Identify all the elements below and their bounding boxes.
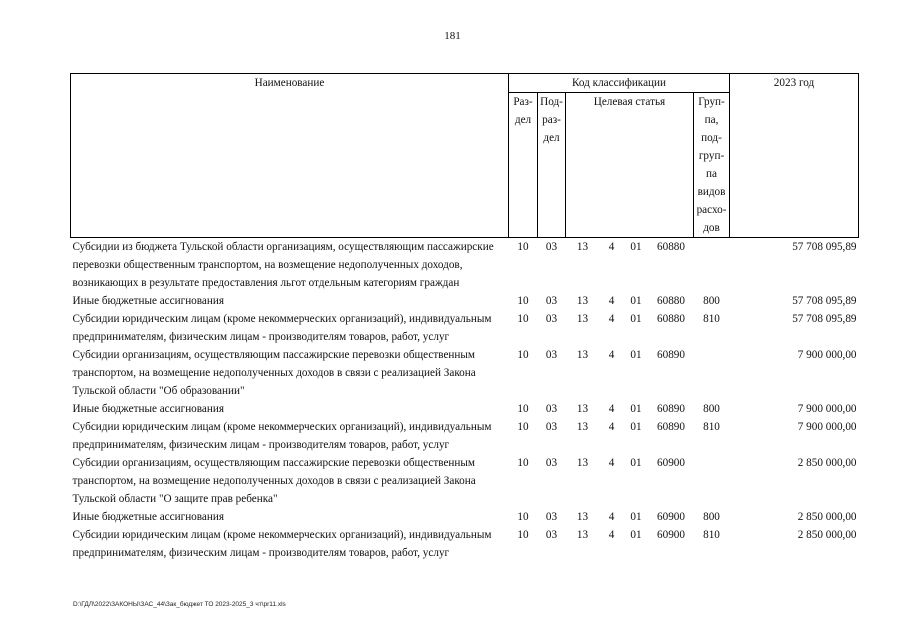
cell-c2: 4 [608, 511, 615, 523]
cell-c2: 4 [608, 403, 615, 415]
header-podrazdel: Под- раз- дел [538, 93, 566, 238]
cell-podrazdel: 03 [545, 421, 558, 433]
cell-c1: 13 [576, 529, 589, 541]
table-row [71, 346, 859, 400]
header-razdel: Раз- дел [509, 93, 538, 238]
cell-c1: 13 [576, 313, 589, 325]
cell-c4: 60880 [657, 313, 685, 325]
cell-c2: 4 [608, 241, 615, 253]
cell-c3: 01 [630, 529, 642, 541]
cell-razdel: 10 [517, 349, 529, 361]
cell-razdel: 10 [517, 241, 529, 253]
cell-amount: 57 708 095,89 [792, 295, 857, 307]
cell-vid [694, 346, 730, 400]
cell-c4: 60890 [657, 349, 685, 361]
cell-c1: 13 [576, 349, 589, 361]
table-row [71, 238, 859, 293]
table-row [71, 292, 859, 310]
cell-vid [694, 454, 730, 508]
table-row [71, 400, 859, 418]
cell-amount: 7 900 000,00 [797, 421, 857, 433]
cell-name: Субсидии из бюджета Тульской области организациям, осуществляющим пассажирские перевозки общественным транспортом, на возмещение недополученных доходов, возникающих в результате предоставления льгот отдельным категориям граждан [72, 241, 494, 289]
cell-name: Субсидии организациям, осуществляющим пассажирские перевозки общественным транспортом, на возмещение недополученных доходов в связи с реализацией Закона Тульской области "Об образовании" [72, 349, 476, 397]
cell-c3: 01 [630, 511, 642, 523]
budget-table [70, 73, 859, 562]
cell-razdel: 10 [517, 457, 529, 469]
cell-c3: 01 [630, 313, 642, 325]
cell-c3: 01 [630, 457, 642, 469]
cell-podrazdel: 03 [545, 403, 558, 415]
cell-razdel: 10 [517, 295, 529, 307]
cell-podrazdel: 03 [545, 457, 558, 469]
cell-vid: 800 [703, 403, 720, 415]
cell-vid: 800 [703, 295, 720, 307]
cell-amount: 2 850 000,00 [797, 457, 857, 469]
cell-c2: 4 [608, 421, 615, 433]
cell-name: Субсидии организациям, осуществляющим пассажирские перевозки общественным транспортом, на возмещение недополученных доходов в связи с реализацией Закона Тульской области "О защите прав ребенка" [72, 457, 476, 505]
cell-c1: 13 [576, 295, 589, 307]
cell-razdel: 10 [517, 511, 529, 523]
header-tselevaya: Целевая статья [566, 93, 694, 238]
table-row [71, 508, 859, 526]
cell-amount: 7 900 000,00 [797, 349, 857, 361]
cell-razdel: 10 [517, 529, 529, 541]
cell-amount: 7 900 000,00 [797, 403, 857, 415]
table-header [71, 74, 859, 238]
table-body [71, 238, 859, 563]
cell-c2: 4 [608, 313, 615, 325]
header-year: 2023 год [730, 74, 859, 238]
cell-name: Иные бюджетные ассигнования [72, 403, 224, 415]
cell-c3: 01 [630, 349, 642, 361]
cell-podrazdel: 03 [545, 529, 558, 541]
cell-amount: 2 850 000,00 [797, 529, 857, 541]
cell-vid: 810 [703, 313, 720, 325]
cell-name: Субсидии юридическим лицам (кроме некоммерческих организаций), индивидуальным предпринимателям, физическим лицам - производителям товаров, работ, услуг [72, 313, 492, 343]
cell-podrazdel: 03 [545, 349, 558, 361]
header-code: Код классификации [509, 74, 730, 93]
table-row [71, 310, 859, 346]
cell-c3: 01 [630, 241, 642, 253]
cell-name: Иные бюджетные ассигнования [72, 295, 224, 307]
cell-c2: 4 [608, 529, 615, 541]
header-name: Наименование [71, 74, 509, 238]
cell-razdel: 10 [517, 421, 529, 433]
cell-podrazdel: 03 [545, 295, 558, 307]
cell-name: Субсидии юридическим лицам (кроме некоммерческих организаций), индивидуальным предпринимателям, физическим лицам - производителям товаров, работ, услуг [72, 529, 492, 559]
cell-c4: 60890 [657, 403, 685, 415]
cell-podrazdel: 03 [545, 313, 558, 325]
cell-c3: 01 [630, 295, 642, 307]
cell-vid: 810 [703, 421, 720, 433]
cell-amount: 2 850 000,00 [797, 511, 857, 523]
cell-razdel: 10 [517, 403, 529, 415]
cell-c1: 13 [576, 511, 589, 523]
cell-c4: 60900 [657, 529, 685, 541]
cell-c2: 4 [608, 349, 615, 361]
footer-path: D:\ГДЛ\2022\ЗАКОНЫ\ЗАС_44\Зак_бюджет ТО 2023-2025_3 чт\pr11.xls [73, 601, 286, 608]
cell-c1: 13 [576, 421, 589, 433]
cell-vid: 810 [703, 529, 720, 541]
cell-c1: 13 [576, 457, 589, 469]
table-row [71, 418, 859, 454]
cell-c4: 60900 [657, 511, 685, 523]
table-row [71, 526, 859, 562]
header-gruppa: Груп- па, под- груп- па видов расхо- дов [694, 93, 730, 238]
cell-vid: 800 [703, 511, 720, 523]
cell-podrazdel: 03 [545, 241, 558, 253]
cell-amount: 57 708 095,89 [792, 241, 857, 253]
cell-podrazdel: 03 [545, 511, 558, 523]
cell-c2: 4 [608, 457, 615, 469]
cell-c1: 13 [576, 241, 589, 253]
cell-c2: 4 [608, 295, 615, 307]
cell-c3: 01 [630, 421, 642, 433]
cell-name: Субсидии юридическим лицам (кроме некоммерческих организаций), индивидуальным предпринимателям, физическим лицам - производителям товаров, работ, услуг [72, 421, 492, 451]
table-row [71, 454, 859, 508]
cell-c1: 13 [576, 403, 589, 415]
cell-c3: 01 [630, 403, 642, 415]
cell-vid [694, 238, 730, 293]
cell-razdel: 10 [517, 313, 529, 325]
cell-c4: 60890 [657, 421, 685, 433]
cell-c4: 60880 [657, 241, 685, 253]
cell-c4: 60880 [657, 295, 685, 307]
page-number: 181 [444, 30, 461, 42]
cell-c4: 60900 [657, 457, 685, 469]
cell-name: Иные бюджетные ассигнования [72, 511, 224, 523]
cell-amount: 57 708 095,89 [792, 313, 857, 325]
